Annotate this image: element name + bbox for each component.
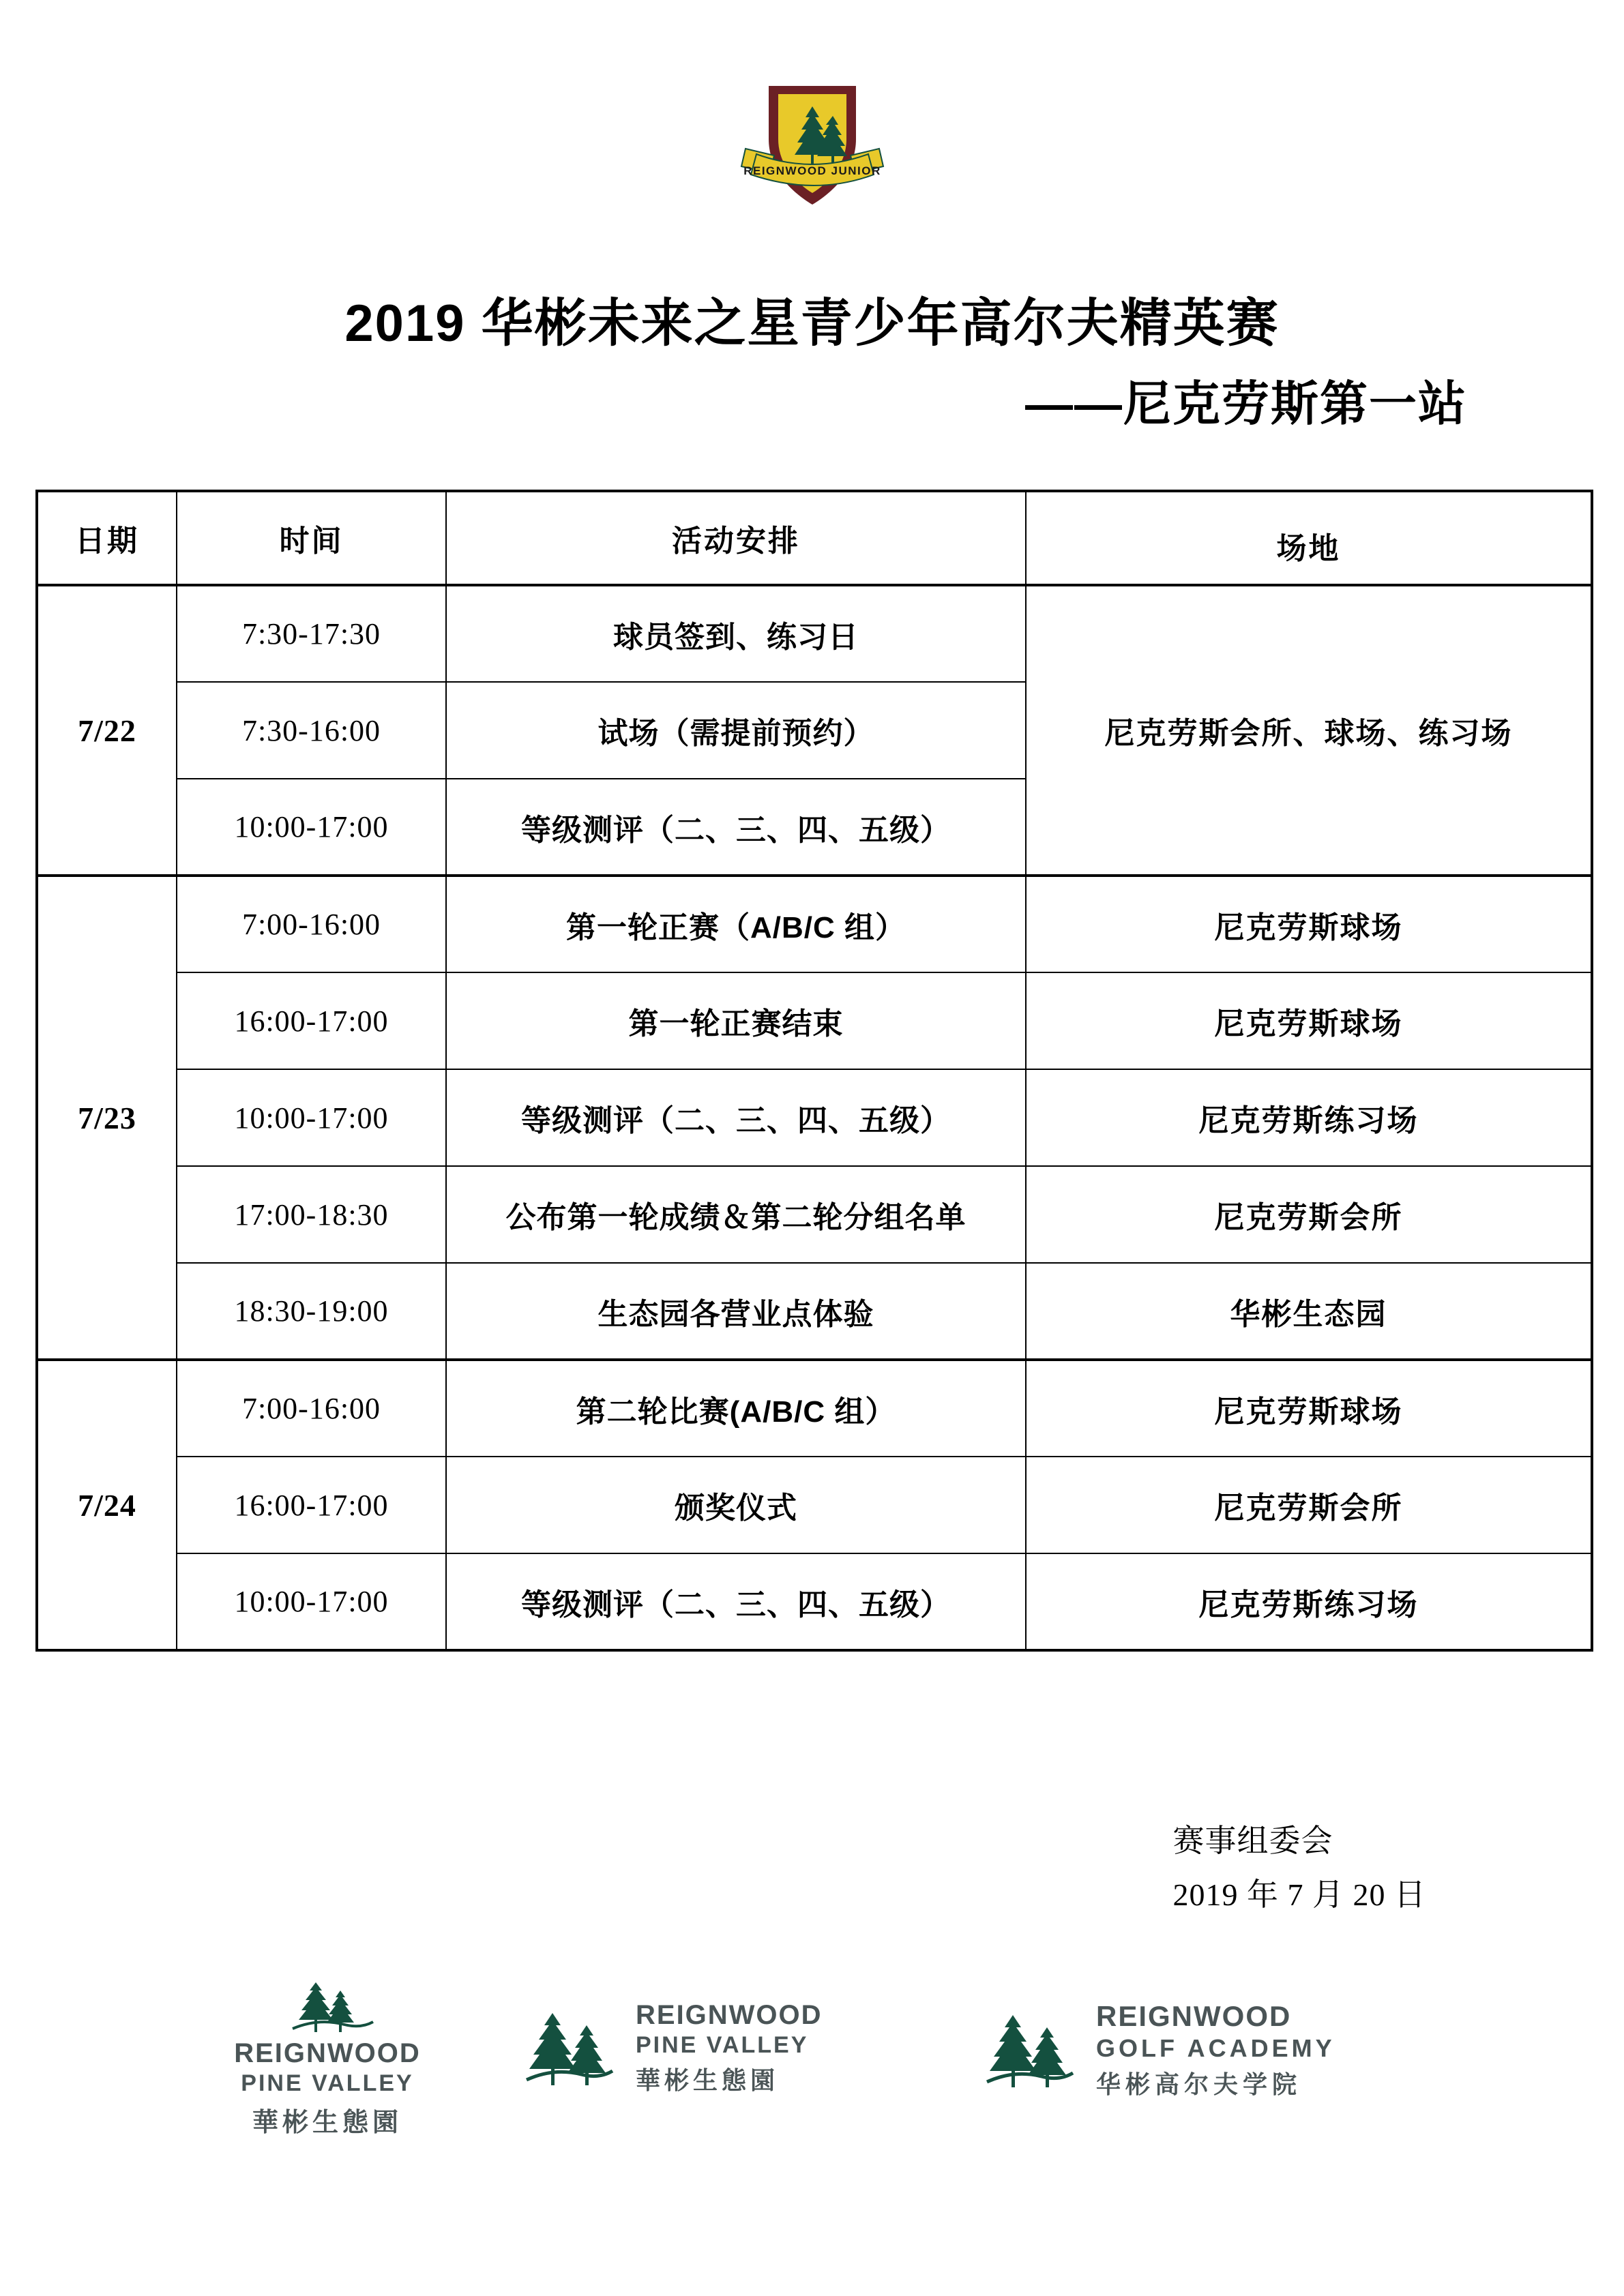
- cell-time: 18:30-19:00: [177, 1263, 446, 1360]
- logo-brand-name: REIGNWOOD: [234, 2038, 421, 2068]
- cell-venue: 华彬生态园: [1026, 1263, 1592, 1360]
- cell-time: 7:30-16:00: [177, 682, 446, 779]
- crest-banner-text: REIGNWOOD JUNIOR: [743, 164, 881, 177]
- cell-time: 10:00-17:00: [177, 1069, 446, 1166]
- logo-brand-name: REIGNWOOD: [1096, 2000, 1292, 2032]
- cell-activity: 第一轮正赛（A/B/C 组）: [446, 876, 1026, 972]
- cell-activity: 等级测评（二、三、四、五级）: [446, 1553, 1026, 1650]
- table-row: [37, 1069, 1592, 1166]
- reignwood-junior-crest: [703, 74, 921, 224]
- cell-time: 16:00-17:00: [177, 1457, 446, 1553]
- column-header-activity: 活动安排: [446, 491, 1026, 585]
- table-header-row: [37, 491, 1592, 585]
- logo-brand-subtitle: GOLF ACADEMY: [1096, 2034, 1335, 2062]
- cell-time: 17:00-18:30: [177, 1166, 446, 1263]
- cell-activity: 等级测评（二、三、四、五级）: [446, 779, 1026, 876]
- cell-activity: 试场（需提前预约）: [446, 682, 1026, 779]
- logo-brand-chinese: 華彬生態園: [252, 2108, 402, 2137]
- crest-logo-container: [0, 74, 1624, 224]
- cell-time: 10:00-17:00: [177, 779, 446, 876]
- cell-venue: 尼克劳斯会所: [1026, 1457, 1592, 1553]
- column-header-date: 日期: [37, 491, 177, 585]
- cell-activity: 等级测评（二、三、四、五级）: [446, 1069, 1026, 1166]
- schedule-table-container: [35, 490, 1591, 1652]
- cell-time: 10:00-17:00: [177, 1553, 446, 1650]
- cell-time: 7:00-16:00: [177, 1360, 446, 1457]
- cell-activity: 生态园各营业点体验: [446, 1263, 1026, 1360]
- partner-logo-row: [0, 1981, 1624, 2186]
- crest-icon: [703, 74, 921, 224]
- cell-activity: 公布第一轮成绩＆第二轮分组名单: [446, 1166, 1026, 1263]
- pine-tree-icon: [979, 2010, 1081, 2091]
- cell-venue: 尼克劳斯球场: [1026, 876, 1592, 972]
- cell-venue: 尼克劳斯会所、球场、练习场: [1026, 585, 1592, 876]
- cell-time: 7:00-16:00: [177, 876, 446, 972]
- logo-reignwood-pine-valley-horizontal: [518, 2000, 873, 2096]
- cell-time: 16:00-17:00: [177, 972, 446, 1069]
- cell-venue: 尼克劳斯会所: [1026, 1166, 1592, 1263]
- table-row: [37, 1457, 1592, 1553]
- logo-brand-chinese: 華彬生態園: [636, 2067, 780, 2094]
- signature-date: 2019 年 7 月 20 日: [1172, 1877, 1426, 1913]
- page-title: 2019 华彬未来之星青少年高尔夫精英赛: [344, 295, 1280, 353]
- table-row: [37, 876, 1592, 972]
- cell-date: 7/23: [37, 876, 177, 1360]
- table-row: [37, 1166, 1592, 1263]
- cell-activity: 球员签到、练习日: [446, 585, 1026, 682]
- signature-block: [1173, 1814, 1427, 1922]
- logo-reignwood-pine-valley-stacked: [205, 1981, 450, 2138]
- table-row: [37, 1263, 1592, 1360]
- page-subtitle: ——尼克劳斯第一站: [1025, 376, 1467, 430]
- cell-venue: 尼克劳斯球场: [1026, 1360, 1592, 1457]
- cell-venue: 尼克劳斯练习场: [1026, 1553, 1592, 1650]
- column-header-venue: 场地: [1026, 491, 1592, 585]
- table-row: [37, 1360, 1592, 1457]
- cell-activity: 颁奖仪式: [446, 1457, 1026, 1553]
- cell-activity: 第二轮比赛(A/B/C 组）: [446, 1360, 1026, 1457]
- signature-organization: 赛事组委会: [1172, 1823, 1333, 1858]
- table-row: [37, 585, 1592, 682]
- logo-brand-name: REIGNWOOD: [636, 2000, 823, 2030]
- logo-brand-subtitle: PINE VALLEY: [241, 2070, 414, 2096]
- cell-activity: 第一轮正赛结束: [446, 972, 1026, 1069]
- cell-venue: 尼克劳斯球场: [1026, 972, 1592, 1069]
- cell-venue: 尼克劳斯练习场: [1026, 1069, 1592, 1166]
- logo-brand-subtitle: PINE VALLEY: [636, 2032, 809, 2058]
- logo-brand-chinese: 华彬高尔夫学院: [1096, 2071, 1302, 2098]
- pine-tree-icon: [518, 2008, 621, 2089]
- cell-date: 7/24: [37, 1360, 177, 1650]
- title-block: [0, 293, 1624, 432]
- column-header-time: 时间: [177, 491, 446, 585]
- cell-date: 7/22: [37, 585, 177, 876]
- logo-reignwood-golf-academy: [979, 2000, 1402, 2100]
- schedule-table: [35, 490, 1593, 1652]
- table-row: [37, 972, 1592, 1069]
- table-row: [37, 1553, 1592, 1650]
- pine-tree-icon: [205, 1981, 450, 2034]
- cell-time: 7:30-17:30: [177, 585, 446, 682]
